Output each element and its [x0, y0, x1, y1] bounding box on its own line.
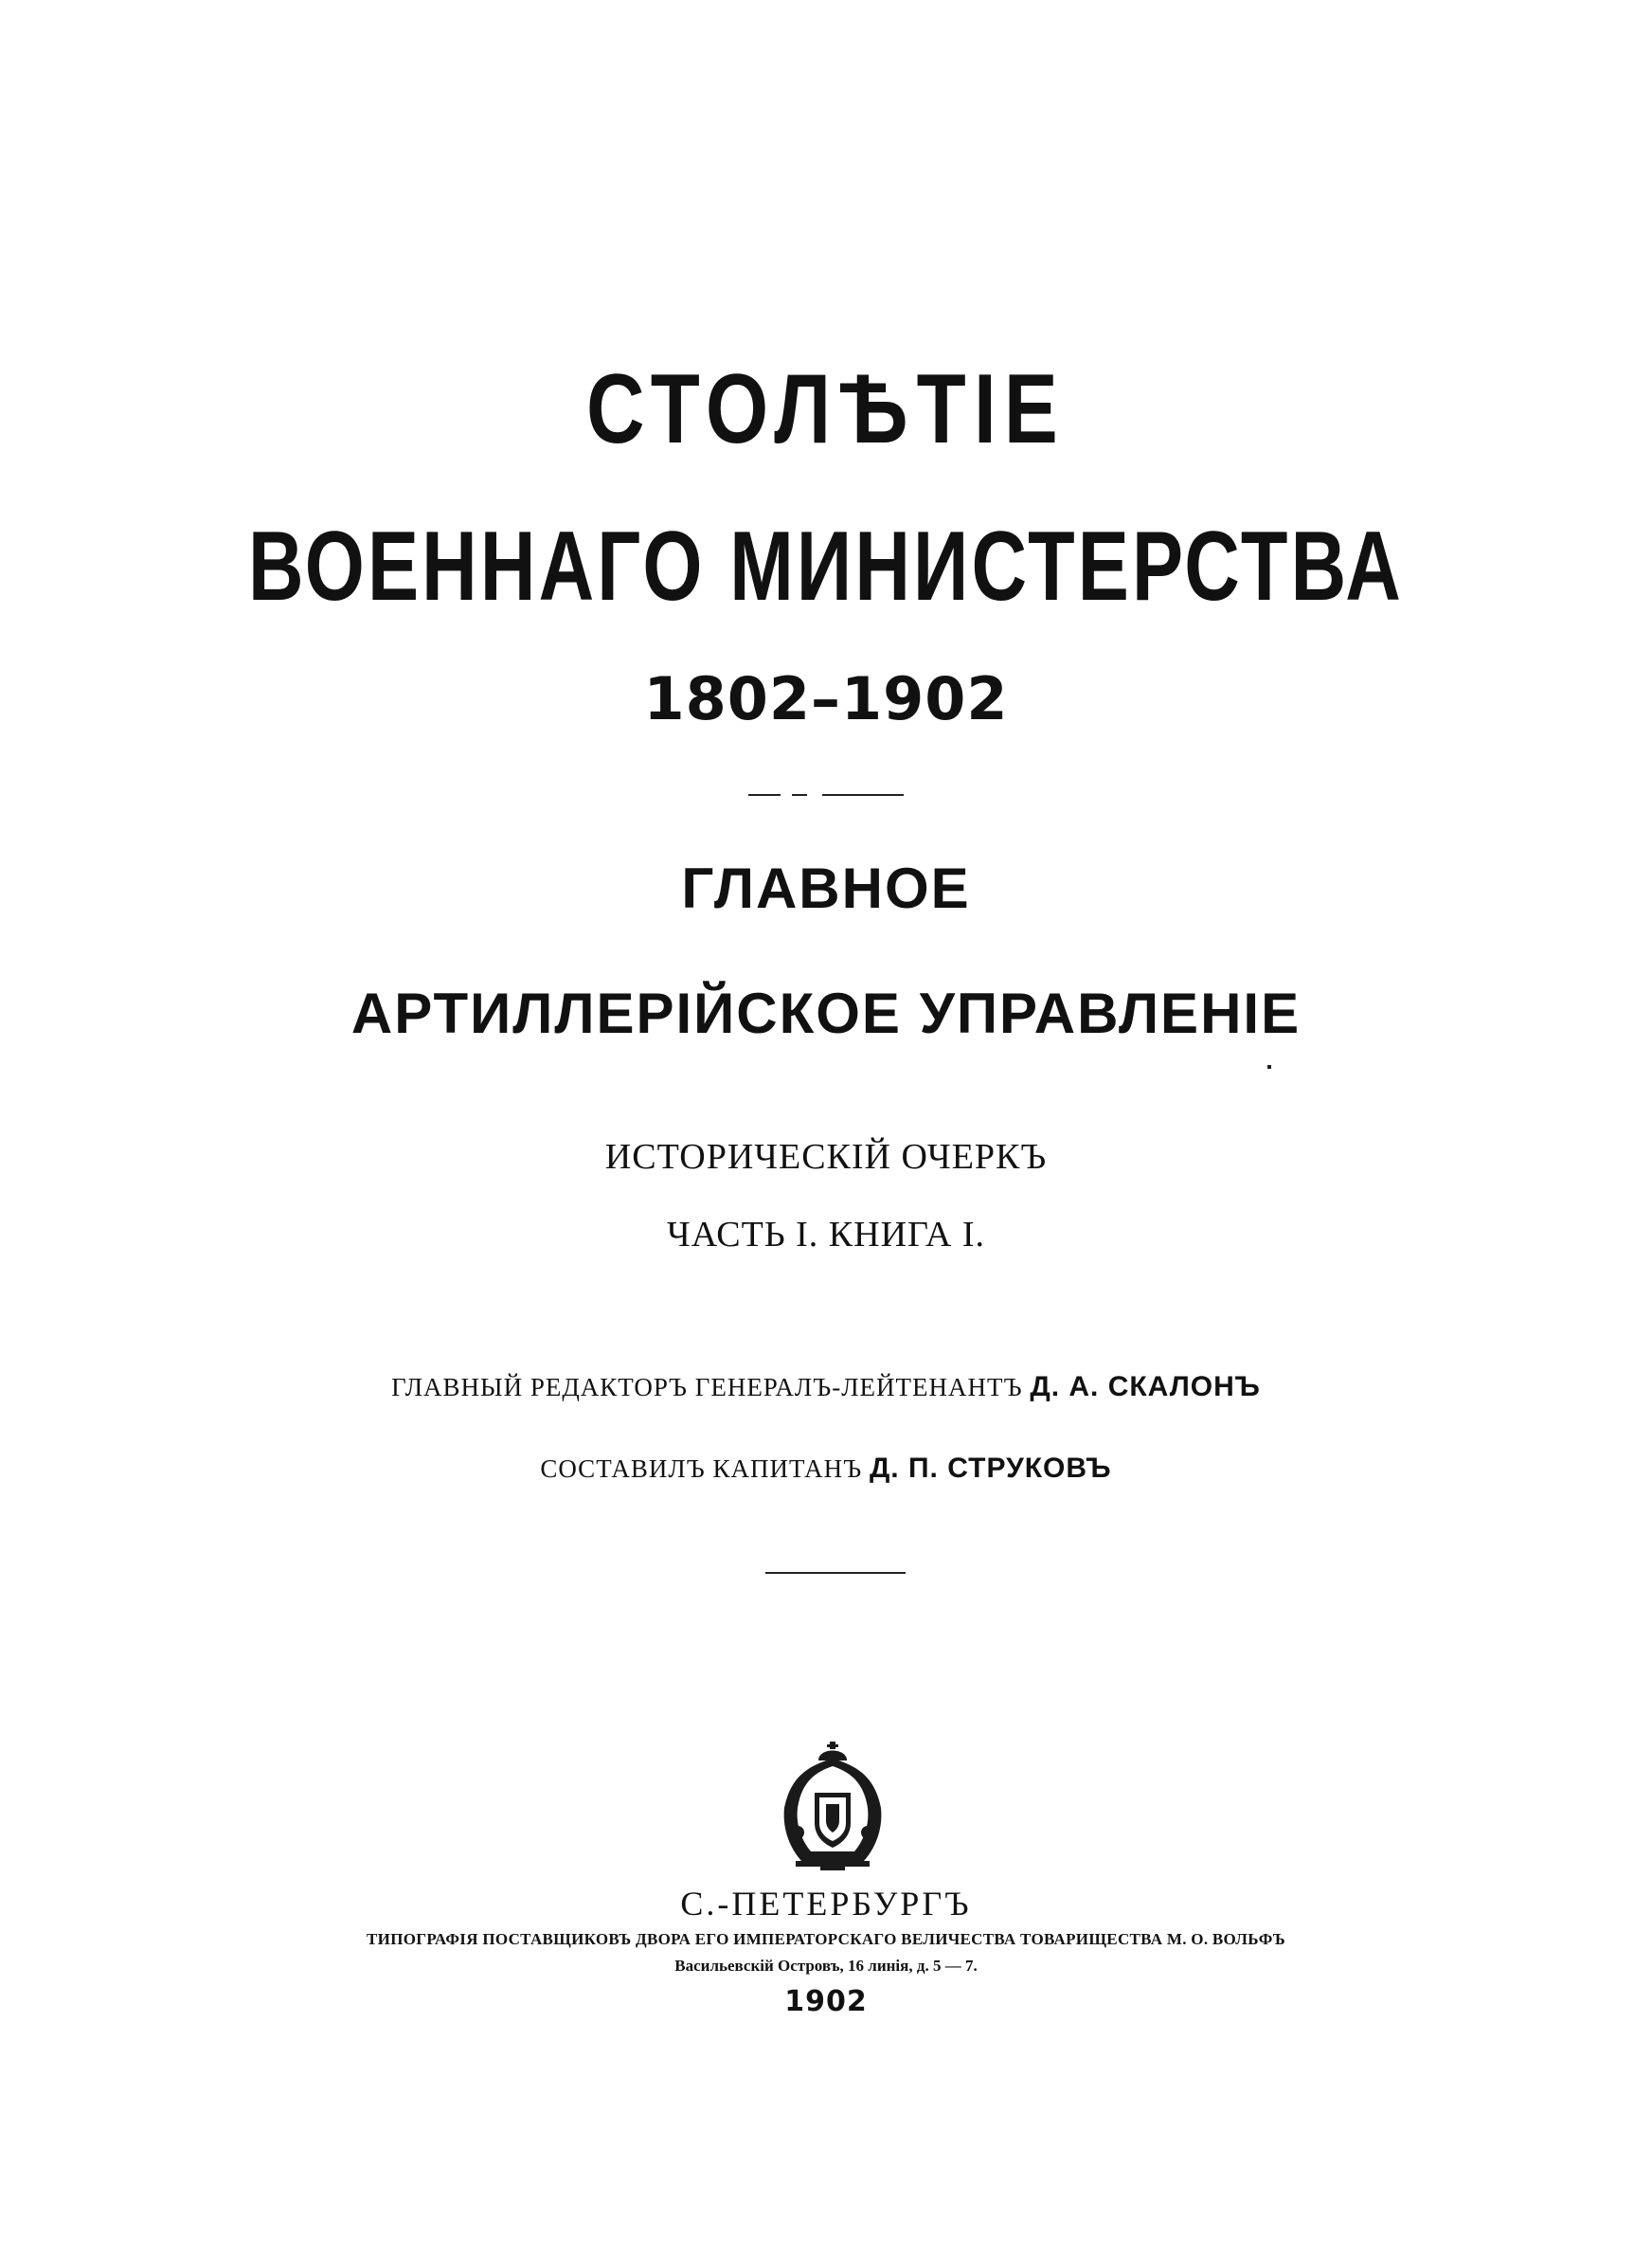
divider-top-segment: [792, 794, 807, 796]
editor-name: Д. А. СКАЛОНЪ: [1030, 1371, 1261, 1402]
imprint-year: 1902: [784, 1985, 868, 2018]
title-years: 1802–1902: [643, 664, 1009, 733]
divider-bottom: [765, 1572, 906, 1574]
imprint-address: Васильевскій Островъ, 16 линія, д. 5 — 7.: [674, 1957, 978, 1975]
essay-label: ИСТОРИЧЕСКІЙ ОЧЕРКЪ: [604, 1137, 1048, 1177]
divider-top-segment: [748, 794, 781, 796]
imperial-coat-of-arms-icon: [777, 1742, 889, 1870]
compiler-credit: [0, 1450, 1652, 1488]
divider-top-segment: [822, 794, 904, 796]
imprint-city: С.-ПЕТЕРБУРГЪ: [680, 1885, 972, 1923]
editor-role: ГЛАВНЫЙ РЕДАКТОРЪ ГЕНЕРАЛЪ-ЛЕЙТЕНАНТЪ: [391, 1373, 1023, 1401]
compiler-role: СОСТАВИЛЪ КАПИТАНЪ: [540, 1454, 863, 1483]
editor-credit: [0, 1368, 1652, 1406]
subtitle-line-2: АРТИЛЛЕРІЙСКОЕ УПРАВЛЕНІЕ: [350, 982, 1302, 1045]
volume-label: ЧАСТЬ I. КНИГА I.: [667, 1215, 985, 1255]
print-speck: [1267, 1065, 1271, 1069]
main-title-line-1: СТОЛѢТІЕ: [586, 354, 1066, 464]
compiler-name: Д. П. СТРУКОВЪ: [869, 1453, 1112, 1484]
main-title-line-2: ВОЕННАГО МИНИСТЕРСТВА: [248, 512, 1404, 622]
subtitle-line-1: ГЛАВНОЕ: [681, 857, 971, 920]
imprint-printer: ТИПОГРАФІЯ ПОСТАВЩИКОВЪ ДВОРА ЕГО ИМПЕРАТОРСКАГО ВЕЛИЧЕСТВА ТОВАРИЩЕСТВА М. О. ВОЛЬФЪ: [367, 1930, 1285, 1948]
